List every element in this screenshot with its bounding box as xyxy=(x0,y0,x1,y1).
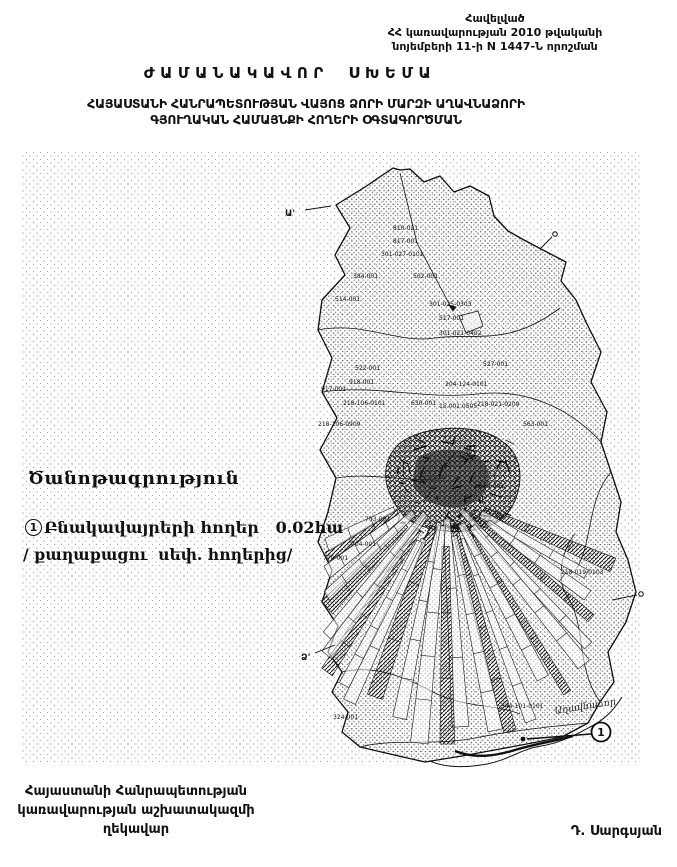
cadastral-map xyxy=(15,148,663,773)
document-subtitle xyxy=(0,96,612,128)
signatory-line-1: Հայաստանի Հանրապետության xyxy=(24,784,248,799)
svg-text:703-001: 703-001 xyxy=(365,516,391,523)
svg-text:384-001: 384-001 xyxy=(353,273,379,280)
legend-item-note: / քաղաքացու սեփ. հողերից/ xyxy=(23,545,293,564)
svg-text:Ձ': Ձ' xyxy=(301,653,311,663)
svg-text:817-001: 817-001 xyxy=(393,238,419,245)
subtitle-line-1: ՀԱՅԱՍՏԱՆԻ ՀԱՆՐԱՊԵՏՈՒԹՅԱՆ ՎԱՅՈՑ ՁՈՐԻ ՄԱՐԶԻ ԱՂԱՎՆԱՁՈՐԻ xyxy=(87,96,525,111)
svg-text:527-001: 527-001 xyxy=(483,361,509,368)
approval-line-1: Հավելված xyxy=(465,12,525,25)
approval-header xyxy=(330,12,660,54)
legend-item-number-circle: 1 xyxy=(25,519,42,536)
svg-text:810-021: 810-021 xyxy=(393,225,419,232)
legend-item xyxy=(25,518,343,537)
svg-text:218-106-0101: 218-106-0101 xyxy=(343,400,386,407)
svg-text:301-027-0101: 301-027-0101 xyxy=(381,251,424,258)
signatory-title-block xyxy=(4,782,268,839)
svg-text:344-101-0101: 344-101-0101 xyxy=(501,703,544,710)
svg-text:15.001.0505: 15.001.0505 xyxy=(439,403,478,410)
signatory-line-2: կառավարության աշխատակազմի xyxy=(17,803,255,818)
svg-text:Ա': Ա' xyxy=(285,209,296,219)
document-title: ԺԱՄԱՆԱԿԱՎՈՐ ՍԽԵՄԱ xyxy=(143,64,437,82)
signature-name: Դ. Սարգսյան xyxy=(570,824,662,839)
svg-text:918-001: 918-001 xyxy=(349,379,375,386)
svg-text:770-001: 770-001 xyxy=(323,555,349,562)
svg-text:917-001: 917-001 xyxy=(321,386,347,393)
svg-text:204-124-0101: 204-124-0101 xyxy=(445,381,488,388)
approval-line-3: նոյեմբերի 11-ի N 1447-Ն որոշման xyxy=(392,40,598,53)
svg-text:301-025-0303: 301-025-0303 xyxy=(429,301,472,308)
callout-number: 1 xyxy=(597,726,605,739)
svg-text:218-106-0909: 218-106-0909 xyxy=(318,421,361,428)
legend-heading: Ծանոթագրություն xyxy=(28,468,240,489)
svg-text:563-001: 563-001 xyxy=(523,421,549,428)
svg-text:218-021-0209: 218-021-0209 xyxy=(477,401,520,408)
legend-item-text: Բնակավայրերի հողեր 0.02հա xyxy=(44,518,344,537)
svg-text:218-019-0103: 218-019-0103 xyxy=(561,569,604,576)
svg-text:517-001: 517-001 xyxy=(439,315,465,322)
handwritten-map-label: Աղավնաձոր xyxy=(553,696,617,717)
svg-text:704-001: 704-001 xyxy=(351,541,377,548)
svg-text:514-001: 514-001 xyxy=(335,296,361,303)
signatory-line-3: ղեկավար xyxy=(102,822,170,837)
svg-text:301-021-0402: 301-021-0402 xyxy=(439,330,482,337)
approval-line-2: ՀՀ կառավարության 2010 թվականի xyxy=(387,26,603,39)
subtitle-line-2: ԳՅՈՒՂԱԿԱՆ ՀԱՄԱՅՆՔԻ ՀՈՂԵՐԻ ՕԳՏԱԳՈՐԾՄԱՆ xyxy=(150,112,462,127)
svg-text:502-001: 502-001 xyxy=(413,273,439,280)
svg-text:630-001: 630-001 xyxy=(411,400,437,407)
svg-text:522-001: 522-001 xyxy=(355,365,381,372)
svg-text:324-001: 324-001 xyxy=(333,714,359,721)
svg-text:683-001: 683-001 xyxy=(479,483,505,490)
